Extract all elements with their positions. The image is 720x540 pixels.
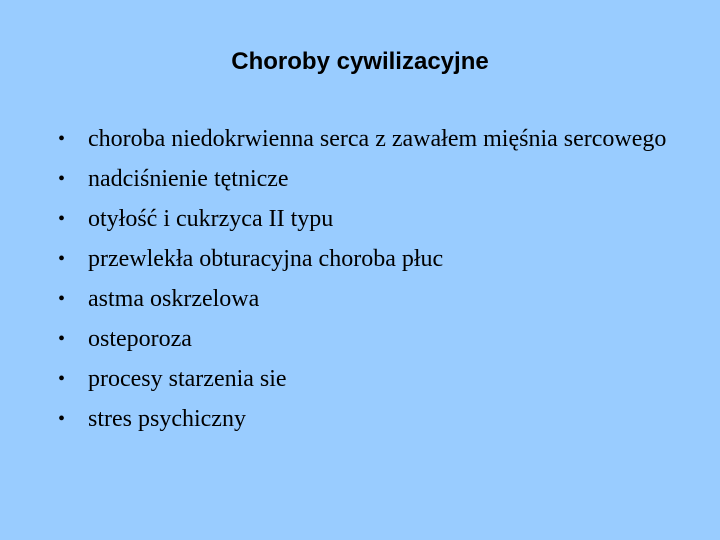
bullet-icon: • [58, 408, 66, 430]
list-item [58, 239, 678, 279]
list-item [58, 199, 678, 239]
list-item [58, 319, 678, 359]
bullet-icon: • [58, 328, 66, 350]
bullet-icon: • [58, 128, 66, 150]
list-item [58, 399, 678, 439]
list-item [58, 279, 678, 319]
bullet-icon: • [58, 248, 66, 270]
list-item [58, 119, 678, 159]
list-item [58, 159, 678, 199]
bullet-icon: • [58, 288, 66, 310]
list-item-text: nadciśnienie tętnicze [88, 166, 289, 192]
list-item [58, 359, 678, 399]
list-item-text: choroba niedokrwienna serca z zawałem mięśnia sercowego [88, 126, 667, 152]
list-item-text: astma oskrzelowa [88, 286, 260, 312]
list-item-text: stres psychiczny [88, 406, 246, 432]
list-item-text: procesy starzenia sie [88, 366, 287, 392]
list-item-text: otyłość i cukrzyca II typu [88, 206, 334, 232]
list-item-text: osteporoza [88, 326, 192, 352]
bullet-list [58, 119, 678, 439]
slide-title: Choroby cywilizacyjne [231, 48, 489, 75]
bullet-icon: • [58, 208, 66, 230]
list-item-text: przewlekła obturacyjna choroba płuc [88, 246, 444, 272]
bullet-icon: • [58, 368, 66, 390]
bullet-icon: • [58, 168, 66, 190]
